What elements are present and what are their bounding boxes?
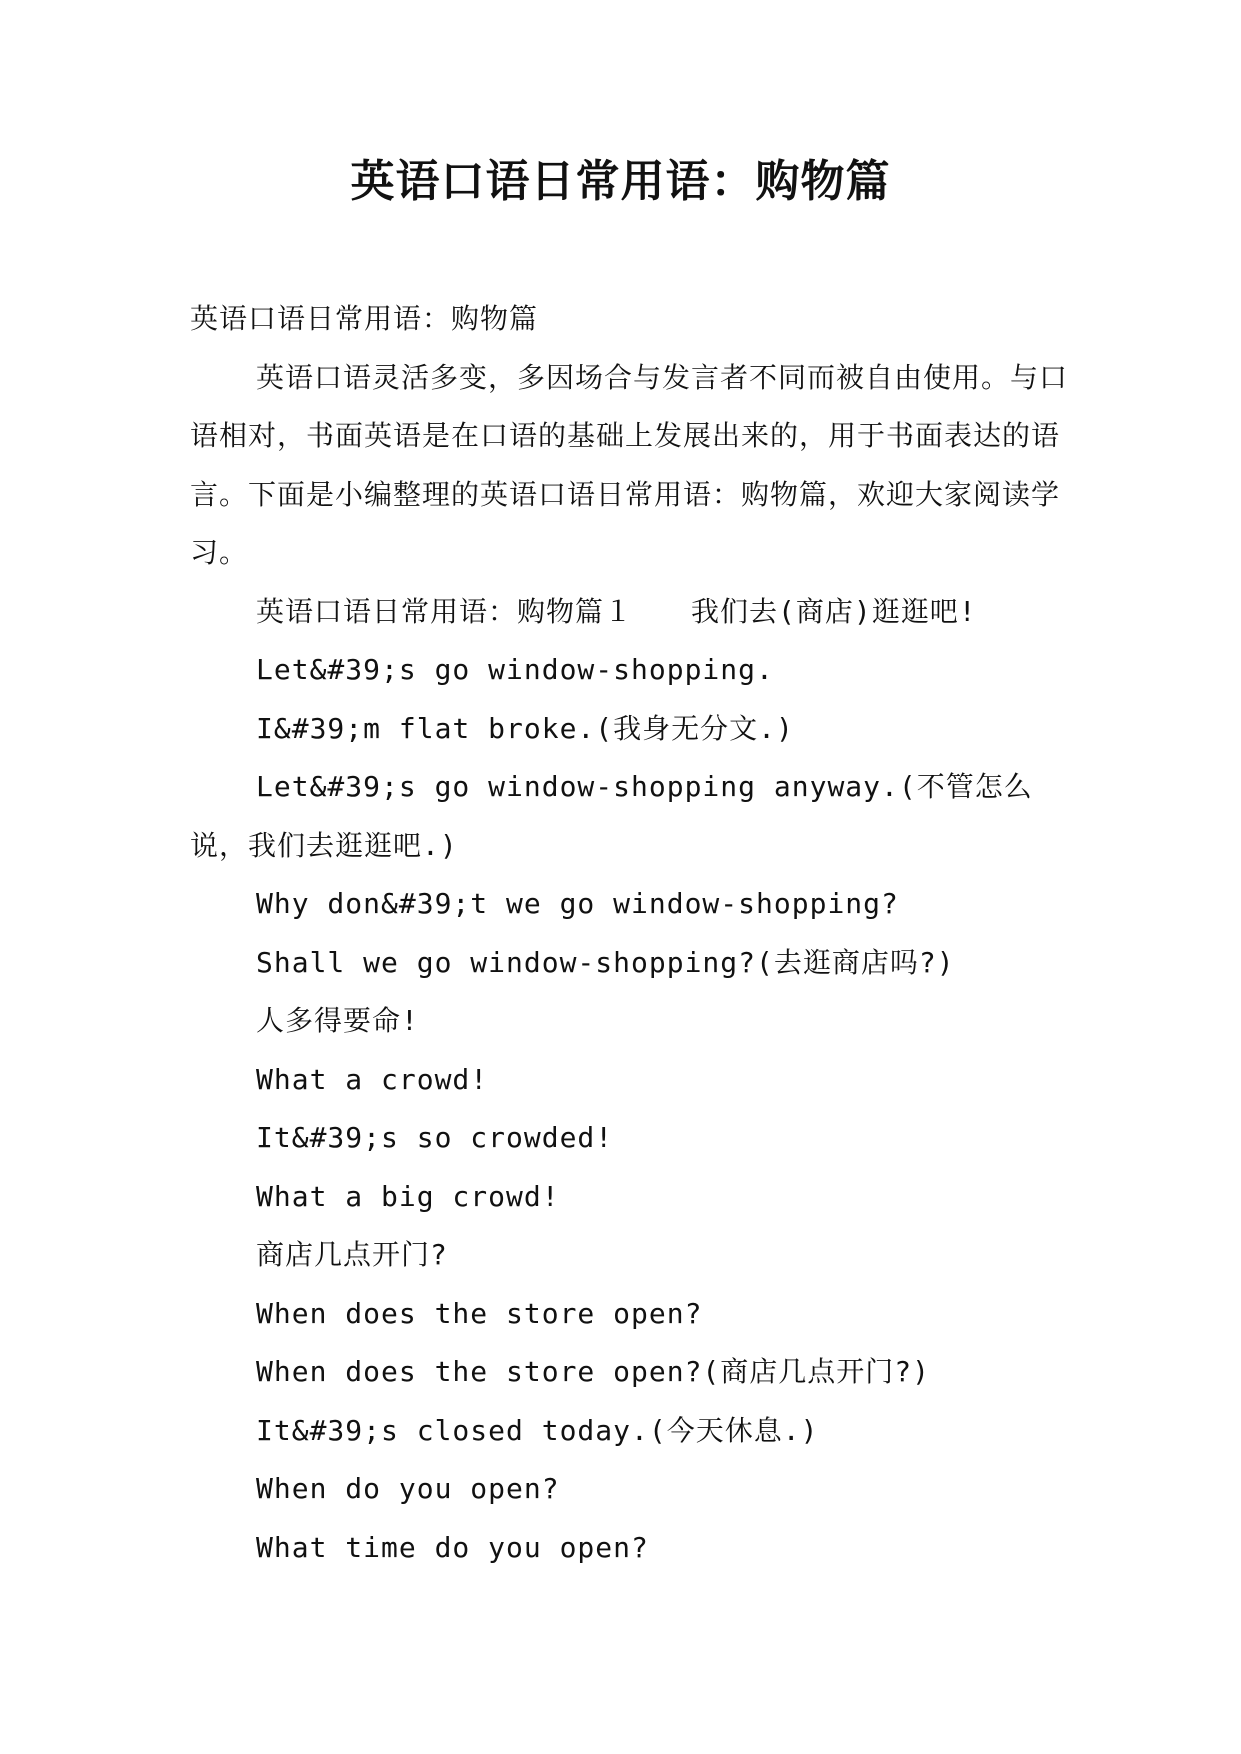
body-paragraph: What a big crowd!	[256, 1179, 560, 1213]
body-paragraph: 人多得要命!	[256, 1004, 419, 1037]
body-paragraph: 商店几点开门?	[256, 1238, 448, 1271]
body-paragraph: Let&#39;s go window-shopping.	[256, 653, 774, 686]
body-paragraph: What time do you open?	[256, 1530, 649, 1564]
body-paragraph: Shall we go window-shopping?(去逛商店吗?)	[256, 945, 955, 979]
document-body	[190, 290, 1070, 1577]
body-paragraph: When does the store open?	[256, 1296, 703, 1330]
body-paragraph: 英语口语日常用语：购物篇１ 我们去(商店)逛逛吧!	[256, 594, 977, 628]
body-paragraph: I&#39;m flat broke.(我身无分文.)	[256, 711, 794, 745]
body-paragraph: When does the store open?(商店几点开门?)	[256, 1355, 931, 1388]
body-paragraph: Let&#39;s go window-shopping anyway.(不管怎么说，我们去逛逛吧.)	[190, 770, 1033, 862]
body-paragraph: It&#39;s so crowded!	[256, 1121, 614, 1154]
body-paragraph: 英语口语灵活多变，多因场合与发言者不同而被自由使用。与口语相对，书面英语是在口语的基础上发展出来的，用于书面表达的语言。下面是小编整理的英语口语日常用语：购物篇，欢迎大家阅读学习。	[190, 360, 1069, 569]
body-paragraph: What a crowd!	[256, 1062, 489, 1096]
body-paragraph: It&#39;s closed today.(今天休息.)	[256, 1413, 819, 1447]
body-paragraph: 英语口语日常用语：购物篇	[190, 302, 539, 335]
body-paragraph: When do you open?	[256, 1472, 560, 1505]
body-paragraph: Why don&#39;t we go window-shopping?	[256, 887, 899, 920]
document-title: 英语口语日常用语：购物篇	[350, 156, 891, 207]
